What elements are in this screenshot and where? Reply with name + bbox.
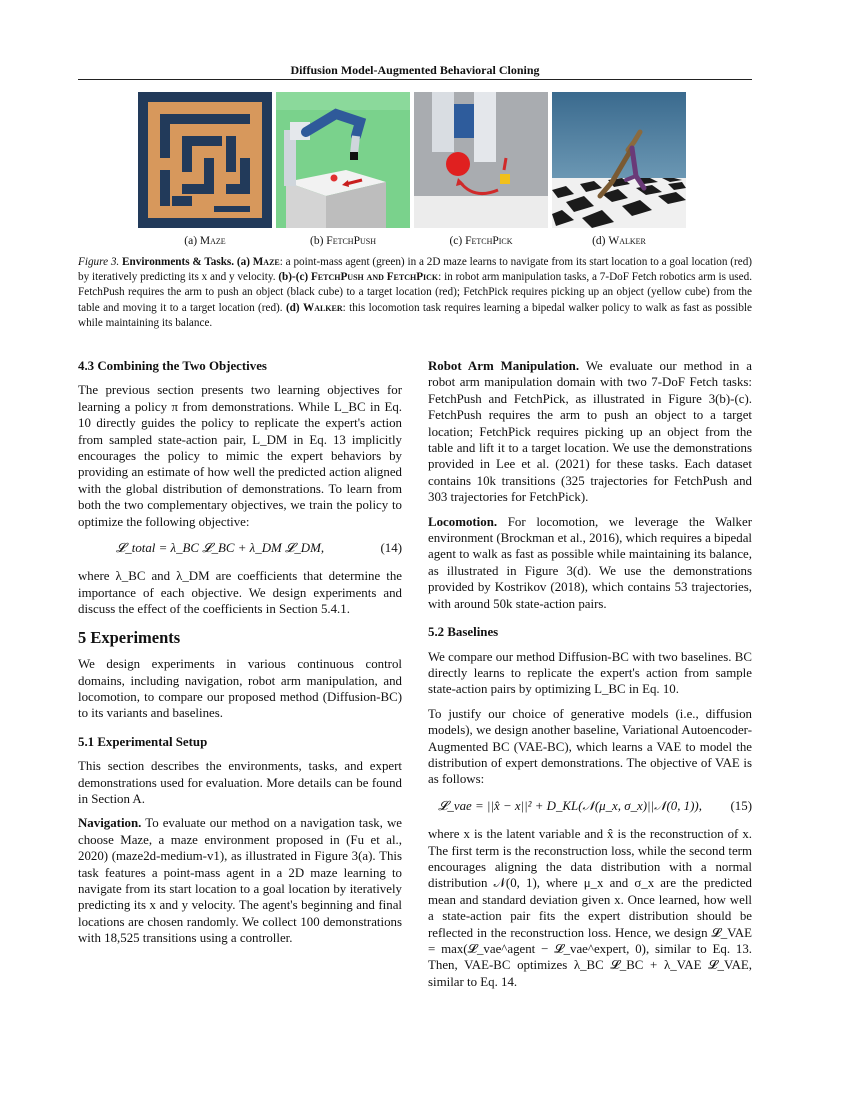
section-5-1-title: 5.1 Experimental Setup — [78, 734, 208, 749]
baselines-paragraph-1: We compare our method Diffusion-BC with two baselines. BC directly learns to replicate the expert's action from sample state-action pairs by optimizing L_BC in Eq. 10. — [428, 649, 752, 697]
subcaption-b: (b) FetchPush — [310, 235, 376, 247]
section-5-2-title: 5.2 Baselines — [428, 625, 499, 640]
walker-image — [552, 92, 686, 228]
equation-14: 𝓛_total = λ_BC 𝓛_BC + λ_DM 𝓛_DM, (14) — [115, 541, 402, 556]
subcaption-a: (a) Maze — [184, 235, 226, 247]
subcaption-d: (d) Walker — [592, 235, 646, 247]
section-4-3-paragraph-2: where λ_BC and λ_DM are coefficients that determine the importance of each objective. We design experiments and discuss the effect of the coefficients in Section 5.4.1. — [78, 569, 402, 617]
baselines-paragraph-2: To justify our choice of generative models (i.e., diffusion models), we design another baseline, Variational Autoencoder-Augmented BC (VAE-BC), which learns a VAE to model the distribution of expert demonstrations. The objective of VAE is as follows: — [428, 706, 752, 787]
right-column — [428, 358, 752, 998]
equation-15: 𝓛_vae = ||x̂ − x||² + D_KL(𝒩(μ_x, σ_x)||𝒩(0, 1)), (15) — [438, 798, 752, 813]
maze-image — [138, 92, 272, 228]
section-4-3-title: 4.3 Combining the Two Objectives — [78, 359, 267, 373]
robot-arm-paragraph: Robot Arm Manipulation. We evaluate our method in a robot arm manipulation domain with two 7-DoF Fetch tasks: FetchPush and FetchPick, as illustrated in Figure 3(b)-(c). FetchPush requires the arm to push an object to a target location; FetchPick requires picking up an object from the table and lift it to a target location. We use the demonstrations provided in Lee et al. (2021) for these tasks. Each dataset contains 10k transitions (325 trajectories for FetchPush and 303 trajectories for FetchPick). — [428, 359, 752, 505]
header-rule — [78, 79, 752, 80]
fetchpush-image — [276, 92, 410, 228]
baselines-paragraph-3: where x is the latent variable and x̂ is the reconstruction of x. The first term is the reconstruction loss, while the second term encourages aligning the data distribution with a normal distribution 𝒩(0, 1), where μ_x and σ_x are the predicted mean and standard deviation given x. Once learned, how well a state-action pair fits the expert distribution should be reflected in the reconstruction loss. Hence, we design 𝓛_VAE = max(𝓛_vae^agent − 𝓛_vae^expert, 0), similar to Eq. 13. Then, VAE-BC optimizes λ_BC 𝓛_BC + λ_VAE 𝓛_VAE, similar to Eq. 14. — [428, 827, 752, 989]
left-column — [78, 358, 402, 955]
subcaption-c: (c) FetchPick — [449, 235, 513, 247]
section-5-1-paragraph: This section describes the environments, tasks, and expert demonstrations used for evaluation. More details can be found in Section A. — [78, 759, 402, 806]
section-5-paragraph: We design experiments in various continuous control domains, including navigation, robot arm manipulation, and locomotion, to compare our proposed method (Diffusion-BC) to its variants and baselines. — [78, 657, 402, 721]
fetchpick-image — [414, 92, 548, 228]
running-header: Diffusion Model-Augmented Behavioral Cloning — [290, 63, 540, 77]
locomotion-paragraph: Locomotion. For locomotion, we leverage the Walker environment (Brockman et al., 2016), which requires a bipedal agent to walk as fast as possible while maintaining its balance, as illustrated in Figure 3(d). We use the demonstrations provided by Kostrikov (2018), which contains 53 trajectories, with around 50k state-action pairs. — [428, 514, 752, 611]
section-5-title: 5 Experiments — [78, 627, 181, 647]
figure-caption: Figure 3. Environments & Tasks. (a) Maze: a point-mass agent (green) in a 2D maze learns to navigate from its start location to a goal location (red) by iteratively predicting its x and y velocity. (b)-(c) FetchPush and FetchPick: in robot arm manipulation tasks, a 7-DoF Fetch robotics arm is used. FetchPush requires the arm to push an object (black cube) to a target location (red); FetchPick requires picking up an object (yellow cube) from the table and moving it to a target location (red). (d) Walker: this locomotion task requires learning a bipedal walker policy to walk as fast as possible while maintaining its balance. — [78, 256, 753, 329]
navigation-paragraph: Navigation. To evaluate our method on a navigation task, we choose Maze, a maze environment proposed in (Fu et al., 2020) (maze2d-medium-v1), as illustrated in Figure 3(a). This task features a point-mass agent in a 2D maze learning to navigate from its start location to a goal location by iteratively predicting its x and y velocity. The agent's beginning and final locations are chosen randomly. We collect 100 demonstrations with 18,525 transitions using a controller. — [78, 816, 402, 946]
section-4-3-paragraph-1: The previous section presents two learning objectives for learning a policy π from demonstrations. While L_BC in Eq. 10 directly guides the policy to replicate the expert's action from sampled state-action pair, L_DM in Eq. 13 implicitly encourages the policy to mimic the expert behaviors by providing an estimate of how well the predicted action aligned with the global distribution of demonstrations. To learn from both the two complementary objectives, we train the policy to optimize the following objective: — [78, 383, 402, 529]
